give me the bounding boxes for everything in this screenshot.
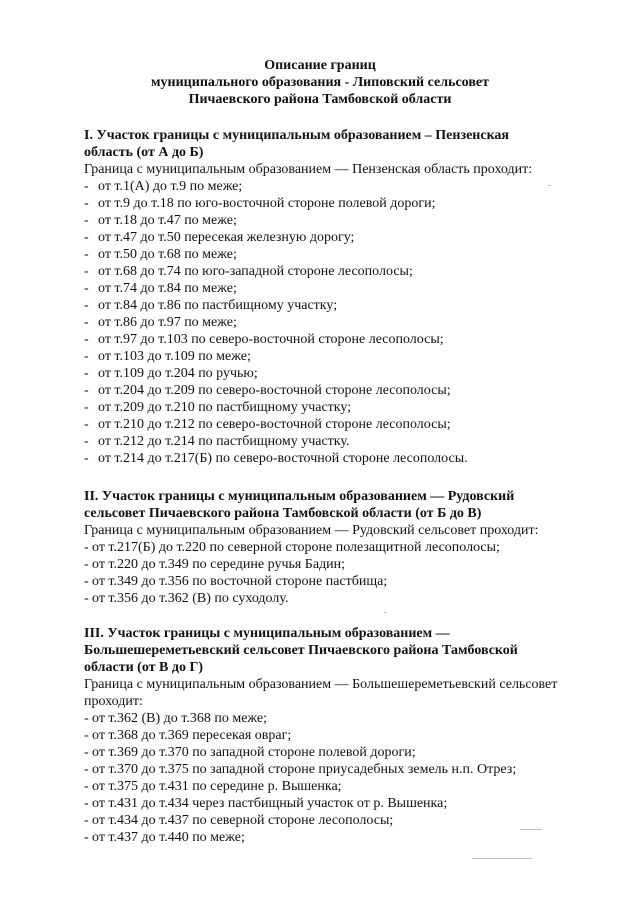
- list-item: - от т.217(Б) до т.220 по северной стороне полезащитной лесополосы;: [84, 540, 500, 555]
- list-item: - от т.103 до т.109 по меже;: [84, 349, 251, 364]
- list-item: - от т.97 до т.103 по северо-восточной стороне лесополосы;: [84, 332, 444, 347]
- list-item: - от т.109 до т.204 по ручью;: [84, 366, 258, 381]
- list-item: - от т.50 до т.68 по меже;: [84, 247, 237, 262]
- title-line-2: муниципального образования - Липовский сельсовет: [151, 75, 489, 90]
- section-3-heading-line: области (от В до Г): [84, 660, 204, 675]
- list-item: - от т.74 до т.84 по меже;: [84, 281, 237, 296]
- list-item: - от т.210 до т.212 по северо-восточной стороне лесополосы;: [84, 417, 451, 432]
- section-2: [84, 488, 604, 607]
- section-3-intro: Граница с муниципальным образованием — Большешереметьевский сельсовет: [84, 677, 558, 692]
- title-line-3: Пичаевского района Тамбовской области: [188, 92, 452, 107]
- list-item: - от т.1(А) до т.9 по меже;: [84, 179, 243, 194]
- list-item: - от т.349 до т.356 по восточной стороне пастбища;: [84, 574, 388, 589]
- section-3: [84, 625, 604, 846]
- section-3-intro: проходит:: [84, 694, 143, 709]
- document-title: [0, 57, 640, 108]
- list-item: - от т.18 до т.47 по меже;: [84, 213, 237, 228]
- list-item: - от т.209 до т.210 по пастбищному участку;: [84, 400, 352, 415]
- list-item: - от т.434 до т.437 по северной стороне лесополосы;: [84, 813, 394, 828]
- list-item: - от т.204 до т.209 по северо-восточной стороне лесополосы;: [84, 383, 451, 398]
- title-line-1: Описание границ: [264, 58, 376, 73]
- section-3-heading-line: III. Участок границы с муниципальным образованием —: [84, 626, 450, 641]
- list-item: - от т.86 до т.97 по меже;: [84, 315, 237, 330]
- scan-speck: [472, 858, 532, 859]
- list-item: - от т.68 до т.74 по юго-западной стороне лесополосы;: [84, 264, 413, 279]
- list-item: - от т.375 до т.431 по середине р. Вышенка;: [84, 779, 342, 794]
- list-item: - от т.431 до т.434 через пастбищный участок от р. Вышенка;: [84, 796, 448, 811]
- section-2-heading-line: сельсовет Пичаевского района Тамбовской области (от Б до В): [84, 506, 482, 521]
- section-2-intro: Граница с муниципальным образованием — Рудовский сельсовет проходит:: [84, 523, 539, 538]
- scan-speck: [548, 185, 551, 186]
- list-item: - от т.370 до т.375 по западной стороне приусадебных земель н.п. Отрез;: [84, 762, 517, 777]
- list-item: - от т.47 до т.50 пересекая железную дорогу;: [84, 230, 355, 245]
- list-item: - от т.214 до т.217(Б) по северо-восточной стороне лесополосы.: [84, 451, 468, 466]
- section-1-heading-line: область (от А до Б): [84, 145, 204, 160]
- scan-speck: [520, 829, 542, 830]
- section-3-heading-line: Большешереметьевский сельсовет Пичаевского района Тамбовской: [84, 643, 518, 658]
- list-item: - от т.437 до т.440 по меже;: [84, 830, 245, 845]
- section-1-intro: Граница с муниципальным образованием — Пензенская область проходит:: [84, 162, 533, 177]
- section-1: [84, 127, 604, 467]
- list-item: - от т.368 до т.369 пересекая овраг;: [84, 728, 292, 743]
- list-item: - от т.9 до т.18 по юго-восточной стороне полевой дороги;: [84, 196, 436, 211]
- section-1-heading-line: I. Участок границы с муниципальным образованием – Пензенская: [84, 128, 510, 143]
- list-item: - от т.220 до т.349 по середине ручья Бадин;: [84, 557, 346, 572]
- list-item: - от т.212 до т.214 по пастбищному участку.: [84, 434, 350, 449]
- list-item: - от т.356 до т.362 (В) по суходолу.: [84, 591, 289, 606]
- list-item: - от т.84 до т.86 по пастбищному участку;: [84, 298, 338, 313]
- section-2-heading-line: II. Участок границы с муниципальным образованием — Рудовский: [84, 489, 515, 504]
- list-item: - от т.369 до т.370 по западной стороне полевой дороги;: [84, 745, 416, 760]
- scan-speck: [384, 612, 386, 613]
- list-item: - от т.362 (В) до т.368 по меже;: [84, 711, 268, 726]
